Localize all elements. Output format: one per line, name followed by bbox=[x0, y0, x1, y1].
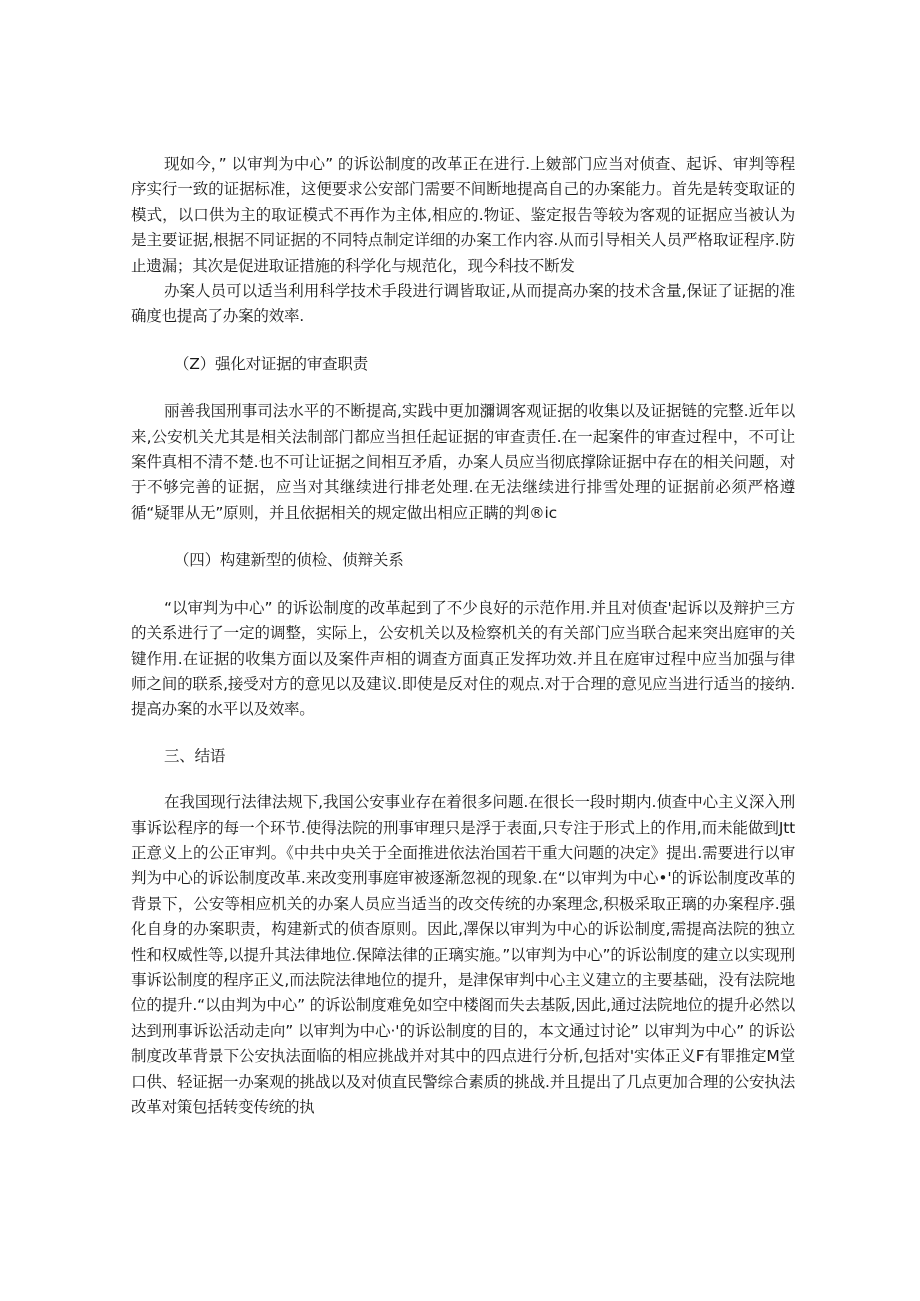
paragraph-new-relations: “以审判为中心” 的诉讼制度的改革起到了不少良好的示范作用.并且对侦查'起诉以及辩护三方的关系进行了一定的调整，实际上，公安机关以及检察机关的有关部门应当联合起来突出庭审的关键作用.在证据的收集方面以及案件声相的调查方面真正发挥功效.并且在庭审过程中应当加强与律师之间的联系,接受对方的意见以及建议.即使是反对住的观点.对于合理的意见应当进行适当的接纳.提高办案的水平以及效率。 bbox=[131, 598, 795, 719]
spacer bbox=[131, 330, 795, 352]
section-heading-new-relations: （四）构建新型的侦检、侦辩关系 bbox=[174, 551, 404, 570]
spacer bbox=[131, 769, 795, 790]
section-heading-evidence-review: （Z）强化对证据的审查职责 bbox=[174, 354, 369, 373]
paragraph-technology: 办案人员可以适当利用科学技术手段进行调皆取证,从而提高办案的技术含量,保证了证据的准确度也提高了办案的效率. bbox=[131, 282, 795, 326]
document-body bbox=[131, 152, 795, 1120]
spacer bbox=[131, 723, 795, 744]
spacer bbox=[131, 526, 795, 548]
paragraph-evidence-standard: 现如今，” 以审判为中心” 的诉讼制度的改革正在进行.上皴部门应当对侦查、起诉、审判等程序实行一致的证据标准，这便要求公安部门需要不间断地提高自己的办案能力。首先是转变取证的模式，以口供为主的取证模式不再作为主体,相应的.物证、鉴定报告等较为客观的证据应当被认为是主要证据,根据不同证据的不同特点制定详细的办案工作内容.从而引导相关人员严格取证程序.防止遗漏；其次是促进取证措施的科学化与规范化，现今科技不断发 bbox=[131, 155, 795, 275]
spacer bbox=[131, 377, 795, 399]
section-heading-conclusion: 三、结语 bbox=[164, 746, 226, 765]
paragraph-evidence-review: 丽善我国刑事司法水平的不断提高,实践中更加瀰调客观证据的收集以及证据链的完整.近年以来,公安机关尤其是相关法制部门都应当担任起证据的审查责任.在一起案件的审查过程中，不可让案件真相不清不楚.也不可让证据之间相互矛盾，办案人员应当彻底撑除证据中存在的相关问题，对于不够完善的证据，应当对其继续进行排老处理.在无法继续进行排雪处理的证据前必须严格遵循“疑罪从无”原则，并且依据相关的规定做出相应正瞒的判®ic bbox=[131, 402, 795, 522]
spacer bbox=[131, 574, 795, 596]
paragraph-conclusion: 在我国现行法律法规下,我国公安事业存在着很多问题.在很长一段时期内.侦查中心主义深入刑事诉讼程序的每一个环节.使得法院的刑事审理只是浮于表面,只专注于形式上的作用,而未能做到Jtt正意义上的公正审判。《中共中央关于全面推进依法治国若干重大问题的决定》提出.需要进行以审判为中心的诉讼制度改革.来改变刑事庭审被逐渐忽视的现象.在“以审判为中心•'的诉讼制度改革的背景下，公安等相应机关的办案人员应当适当的改交传统的办案理念,积极采取正璃的办案程序.强化自身的办案职责，构建新式的侦杳原则。因此,凙保以审判为中心的诉讼制度,需提高法院的独立性和权威性等,以提升其法律地位.保障法律的正璃实施。”以审判为中心”的诉讼制度的建立以实现刑事诉讼制度的程序正义,而法院法律地位的提升，是津保审判中心主义建立的主要基础，没有法院地位的提升.“以由判为中心” 的诉讼制度难免如空中楼阁而失去基阪,因此,通过法院地位的提升必然以达到刑事诉讼活动走向” 以审判为中心·'的诉讼制度的目的，本文通过讨论” 以审判为中心” 的诉讼制度改革背景下公安执法面临的相应挑战并对其中的四点进行分析,包括对'实体正义F有罪推定M堂口供、轻证据一办案观的挑战以及对侦直民警综合素质的挑战.并且提出了几点更加合理的公安执法改革对策包括转变传统的执 bbox=[131, 793, 795, 1116]
